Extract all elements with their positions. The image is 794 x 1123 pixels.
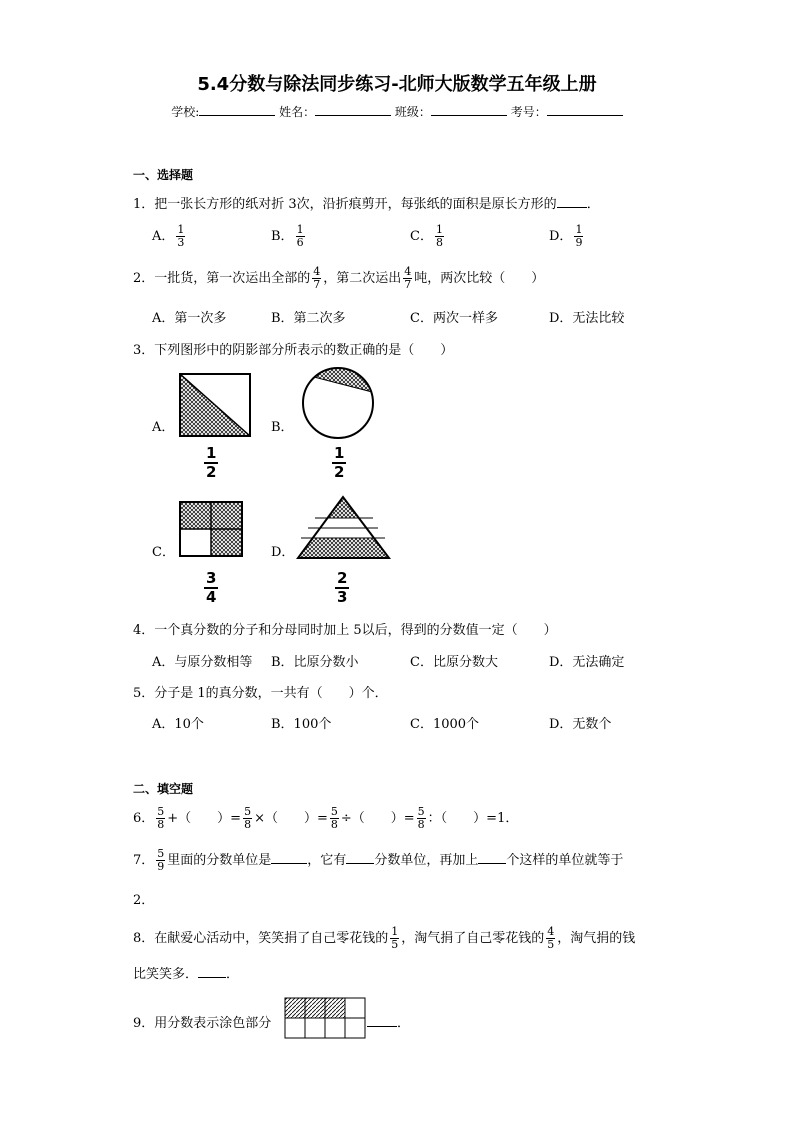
q6-blank-3[interactable]: ÷（ ）= (340, 811, 415, 826)
q6-blank-4[interactable]: ：（ ）=1． (427, 811, 519, 826)
q4-option-a[interactable]: A．与原分数相等 (152, 655, 253, 670)
school-blank[interactable] (199, 103, 275, 116)
question-2-text: 吨，两次比较（ ） (414, 271, 545, 286)
question-6 (133, 806, 518, 831)
grid-shaded-cells-figure (284, 997, 366, 1039)
question-2-text: 2．一批货，第一次运出全部的 (133, 271, 311, 286)
name-label: 姓名： (279, 105, 316, 119)
fraction: $\frac{1}{9}$ (575, 223, 583, 249)
question-2 (133, 266, 544, 291)
question-3-text: 3．下列图形中的阴影部分所表示的数正确的是（ ） (133, 343, 454, 358)
q6-blank-1[interactable]: +（ ）= (167, 811, 242, 826)
class-blank[interactable] (431, 103, 507, 116)
grid-three-quarters-shaded-figure (178, 500, 244, 558)
q2-option-a[interactable]: A．第一次多 (152, 311, 227, 326)
triangle-stripes-shaded-figure (296, 495, 392, 561)
question-7-text: 分数单位，再加上 (374, 853, 479, 868)
fraction: $\frac{5}{8}$ (330, 805, 338, 831)
q5-option-d[interactable]: D．无数个 (549, 717, 612, 732)
question-8-line-2 (133, 963, 239, 982)
q1-option-a[interactable] (152, 224, 187, 249)
q2-option-b[interactable]: B．第二次多 (271, 311, 346, 326)
q7-blank-1[interactable] (271, 851, 307, 864)
fraction: $\frac{5}{8}$ (244, 805, 252, 831)
question-8 (133, 926, 635, 951)
q1-option-c[interactable] (410, 224, 446, 249)
fraction: $\frac{4}{5}$ (547, 925, 555, 951)
question-9-answer (367, 1012, 410, 1031)
number-label: 考号： (510, 105, 547, 119)
question-7-text: 里面的分数单位是 (167, 853, 272, 868)
option-label: A． (152, 229, 175, 244)
q4-option-b[interactable]: B．比原分数小 (271, 655, 359, 670)
question-7 (133, 848, 623, 873)
question-9-end: ． (397, 1016, 411, 1031)
option-label: B． (271, 229, 294, 244)
fraction: $\frac{5}{8}$ (417, 805, 425, 831)
q3-b-fraction: 1 2 (334, 444, 345, 481)
fraction: $\frac{1}{3}$ (177, 223, 185, 249)
question-8-text: ，淘气捐的钱 (557, 931, 636, 946)
q2-option-d[interactable]: D．无法比较 (549, 311, 625, 326)
school-label: 学校: (171, 105, 200, 119)
q1-option-d[interactable] (549, 224, 585, 249)
q5-option-c[interactable]: C．1000个 (410, 717, 480, 732)
q3-option-b-label[interactable]: B． (271, 420, 294, 435)
question-8-text: ，淘气捐了自己零花钱的 (401, 931, 545, 946)
question-number: 7． (133, 853, 155, 868)
question-1-end: ． (586, 197, 600, 212)
question-5-text: 5．分子是 1的真分数，一共有（ ）个． (133, 686, 388, 701)
student-info-line (0, 103, 794, 120)
question-1-blank[interactable] (557, 195, 587, 208)
question-9-text: 9．用分数表示涂色部分 (133, 1016, 272, 1031)
question-7-line-2: 2． (133, 893, 155, 908)
q6-blank-2[interactable]: ×（ ）= (254, 811, 328, 826)
question-8-text: 比笑笑多． (133, 967, 199, 982)
q4-option-d[interactable]: D．无法确定 (549, 655, 625, 670)
section-title-fill: 二、填空题 (133, 782, 194, 796)
q3-a-fraction: 1 2 (206, 444, 217, 481)
question-1 (133, 193, 600, 212)
name-blank[interactable] (315, 103, 391, 116)
fraction: $\frac{1}{5}$ (391, 925, 399, 951)
q3-c-fraction: 3 4 (206, 569, 217, 606)
question-8-text: 8．在献爱心活动中，笑笑捐了自己零花钱的 (133, 931, 389, 946)
square-half-shaded-figure (178, 372, 252, 438)
section-title-choice: 一、选择题 (133, 168, 194, 182)
fraction: $\frac{4}{7}$ (313, 265, 321, 291)
q1-option-b[interactable] (271, 224, 307, 249)
q2-option-c[interactable]: C．两次一样多 (410, 311, 498, 326)
q5-option-a[interactable]: A．10个 (152, 717, 204, 732)
q9-blank[interactable] (367, 1014, 397, 1027)
q3-option-c-label[interactable]: C． (152, 545, 175, 560)
q4-option-c[interactable]: C．比原分数大 (410, 655, 498, 670)
question-4-text: 4．一个真分数的分子和分母同时加上 5以后，得到的分数值一定（ ） (133, 623, 557, 638)
q7-blank-3[interactable] (478, 851, 506, 864)
q7-blank-2[interactable] (346, 851, 374, 864)
option-label: D． (549, 229, 573, 244)
q5-option-b[interactable]: B．100个 (271, 717, 332, 732)
question-7-text: ，它有 (307, 853, 347, 868)
q3-option-a-label[interactable]: A． (152, 420, 175, 435)
question-number: 6． (133, 811, 155, 826)
option-label: C． (410, 229, 433, 244)
question-8-end: ． (226, 967, 240, 982)
question-1-text: 1．把一张长方形的纸对折 3次，沿折痕剪开，每张纸的面积是原长方形的 (133, 197, 557, 212)
q3-option-d-label[interactable]: D． (271, 545, 295, 560)
fraction: $\frac{1}{8}$ (435, 223, 443, 249)
q8-blank[interactable] (198, 965, 226, 978)
question-2-text: ，第二次运出 (323, 271, 402, 286)
fraction: $\frac{5}{9}$ (157, 847, 165, 873)
page-title: 5.4分数与除法同步练习-北师大版数学五年级上册 (197, 74, 597, 95)
q3-d-fraction: 2 3 (337, 569, 348, 606)
class-label: 班级： (394, 105, 431, 119)
circle-segment-shaded-figure (296, 366, 380, 440)
fraction: $\frac{5}{8}$ (157, 805, 165, 831)
question-7-text: 个这样的单位就等于 (506, 853, 624, 868)
fraction: $\frac{4}{7}$ (404, 265, 412, 291)
fraction: $\frac{1}{6}$ (296, 223, 304, 249)
number-blank[interactable] (547, 103, 623, 116)
